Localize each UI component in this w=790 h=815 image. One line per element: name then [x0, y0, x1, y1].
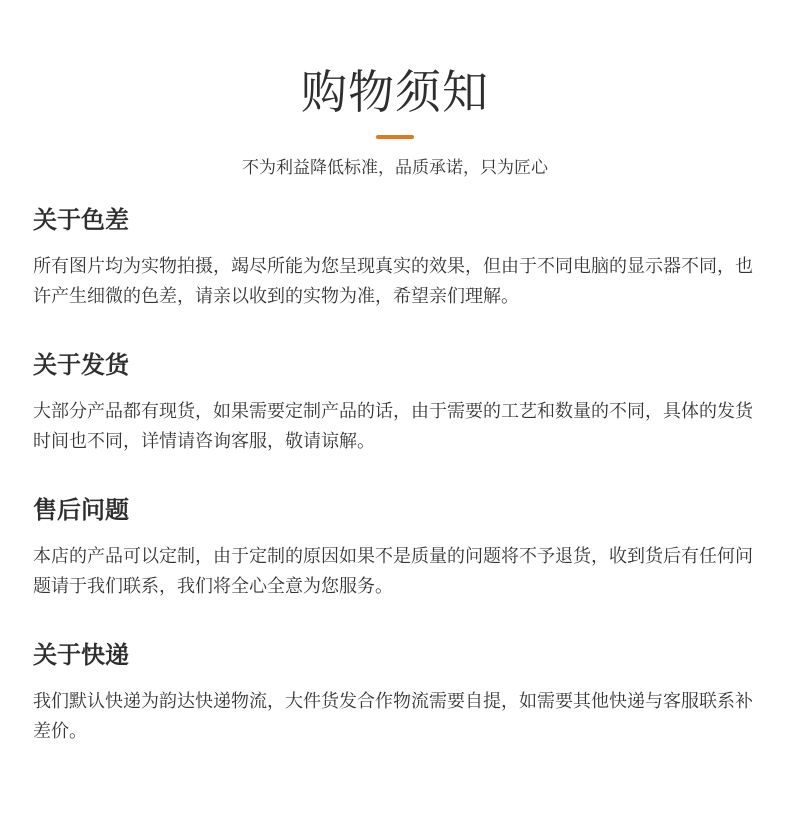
page-title: 购物须知 — [301, 65, 489, 119]
page-header — [33, 0, 757, 179]
section-title: 关于快递 — [33, 641, 129, 669]
section-title: 关于发货 — [33, 351, 129, 379]
section-title: 售后问题 — [33, 496, 129, 524]
section-title: 关于色差 — [33, 206, 129, 234]
section-body: 所有图片均为实物拍摄，竭尽所能为您呈现真实的效果，但由于不同电脑的显示器不同，也许产生细微的色差，请亲以收到的实物为准，希望亲们理解。 — [33, 256, 753, 307]
title-accent-bar — [376, 135, 414, 139]
page-subtitle: 不为利益降低标准，品质承诺，只为匠心 — [242, 158, 548, 178]
section-shipping — [33, 350, 757, 457]
section-body: 我们默认快递为韵达快递物流，大件货发合作物流需要自提，如需要其他快递与客服联系补差价。 — [33, 691, 753, 742]
section-body: 大部分产品都有现货，如果需要定制产品的话，由于需要的工艺和数量的不同，具体的发货时间也不同，详情请咨询客服，敬请谅解。 — [33, 401, 753, 452]
section-after-sales — [33, 495, 757, 602]
section-color-difference — [33, 205, 757, 312]
section-body: 本店的产品可以定制，由于定制的原因如果不是质量的问题将不予退货，收到货后有任何问题请于我们联系，我们将全心全意为您服务。 — [33, 546, 753, 597]
section-express-delivery — [33, 640, 757, 747]
